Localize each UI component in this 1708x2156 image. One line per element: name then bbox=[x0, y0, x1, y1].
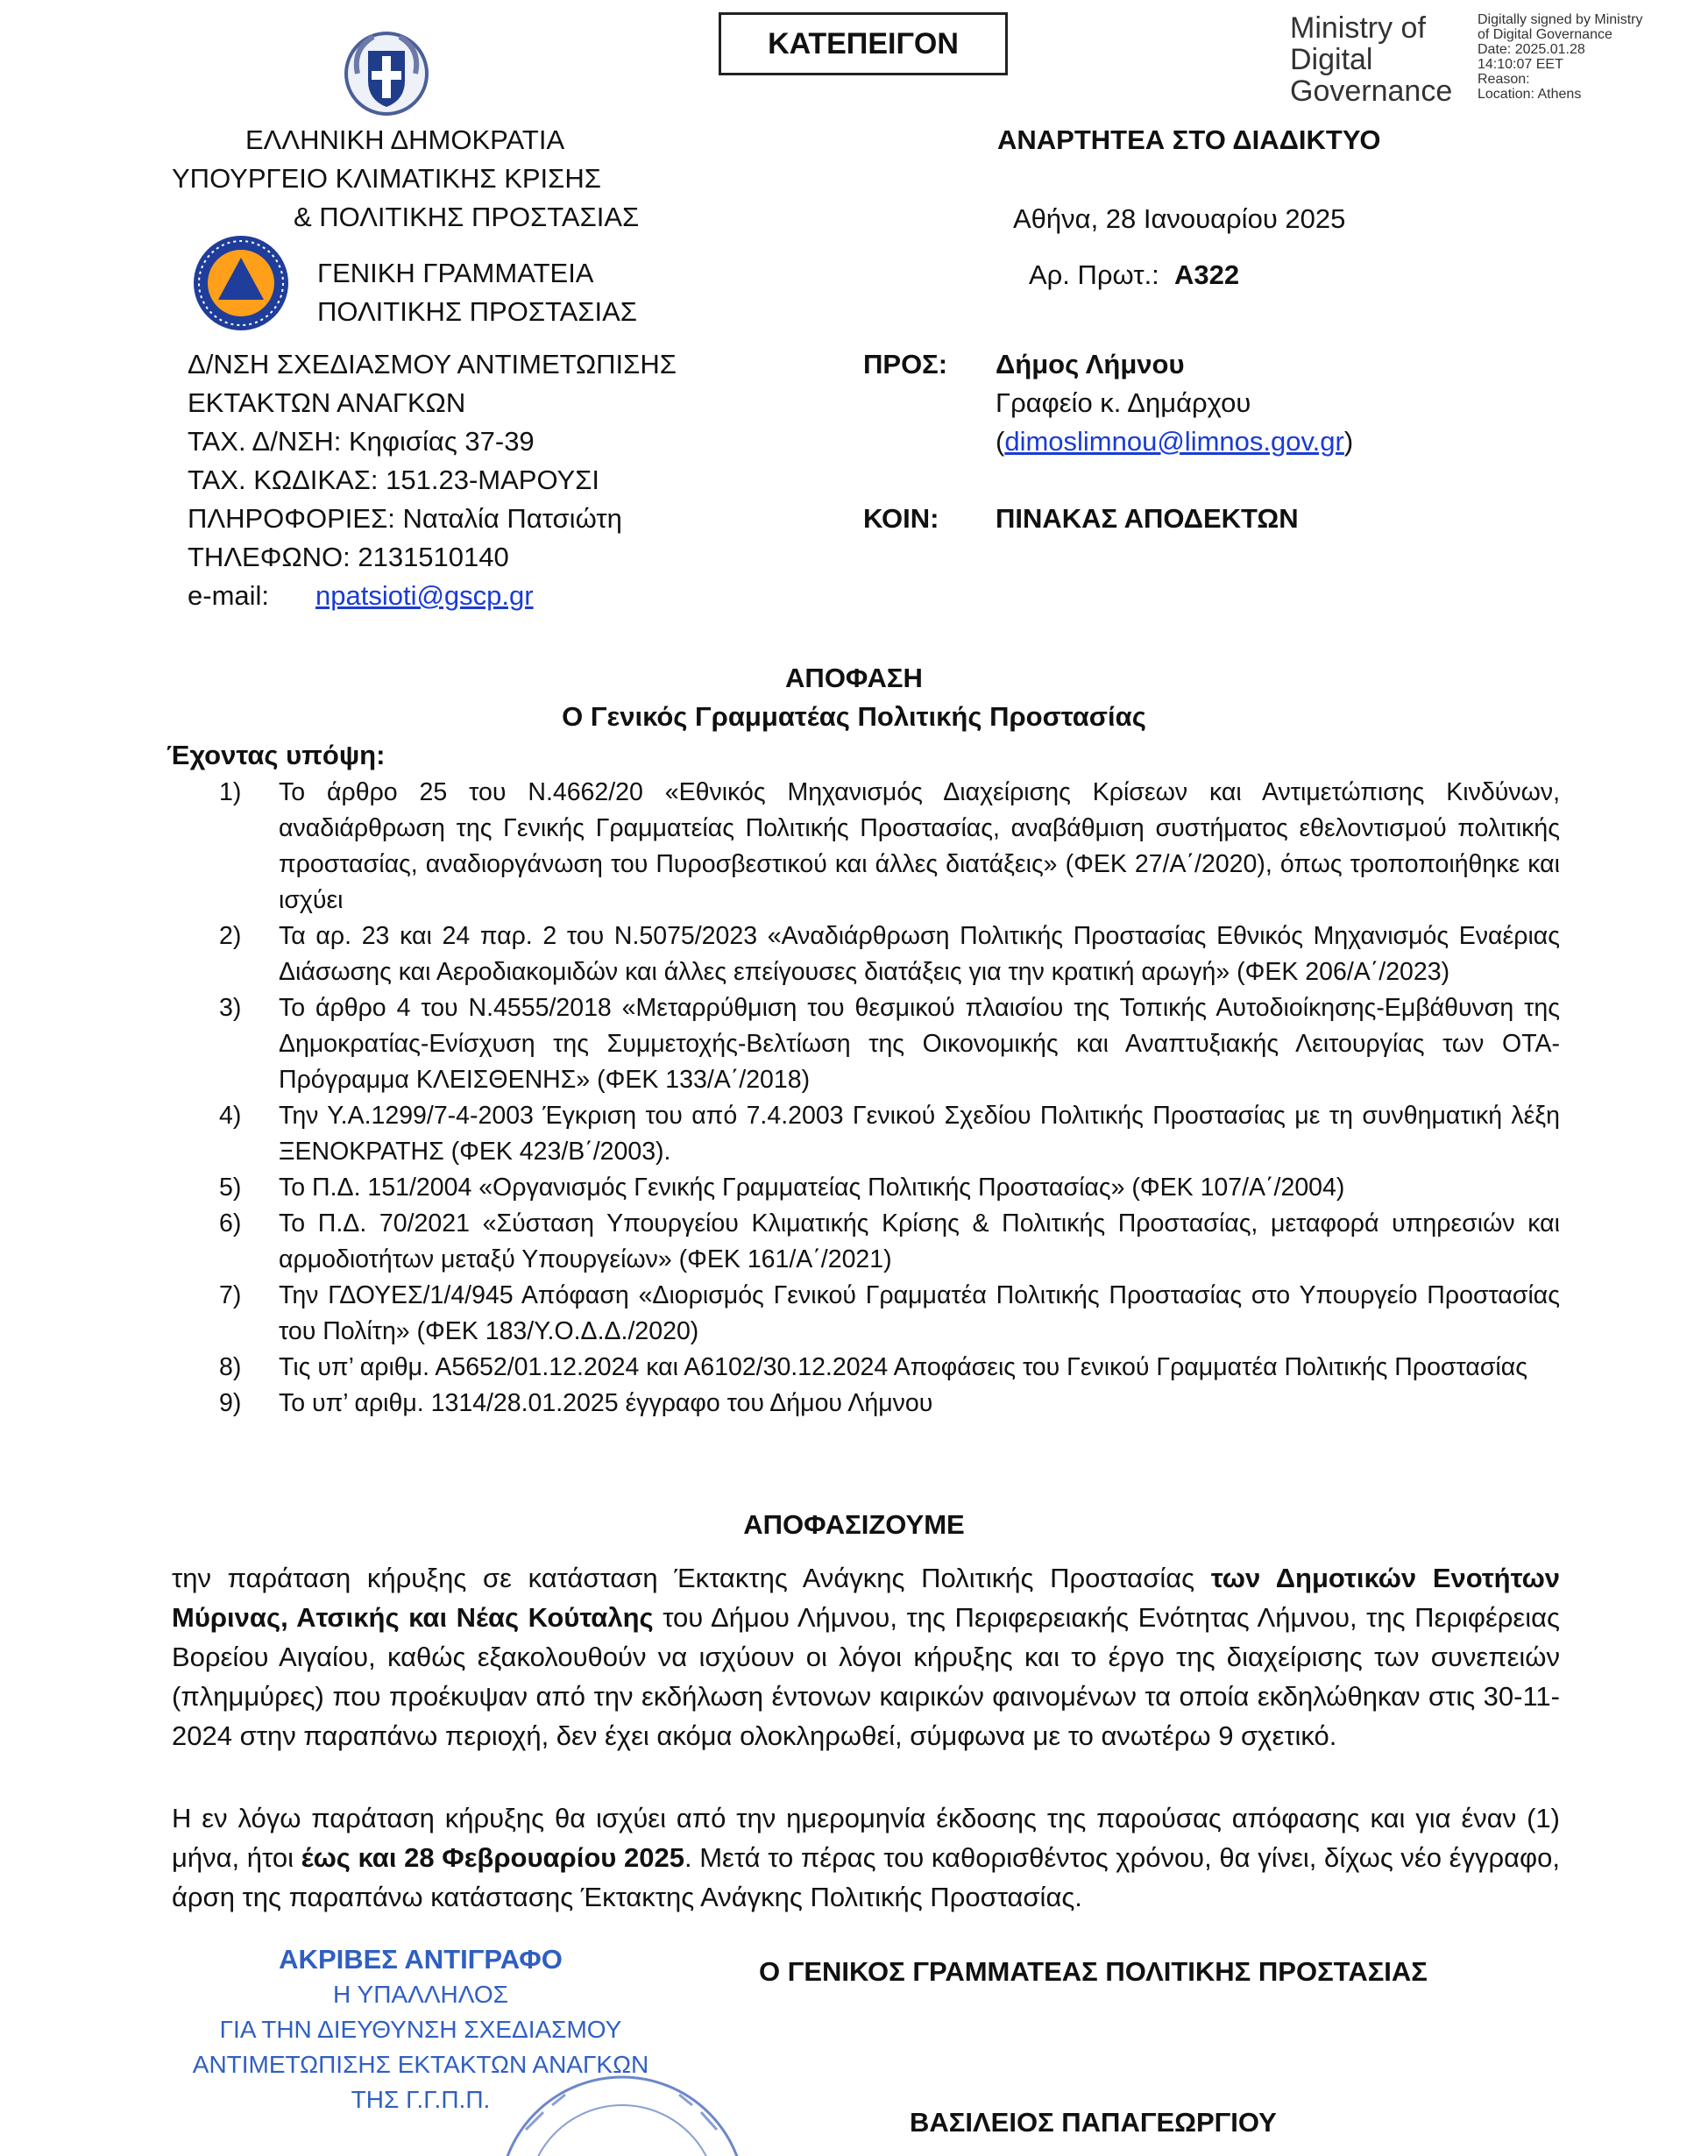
decision-title: ΑΠΟΦΑΣΗ bbox=[785, 663, 923, 693]
sender-postcode: ΤΑΧ. ΚΩΔΙΚΑΣ: 151.23-ΜΑΡΟΥΣΙ bbox=[188, 465, 600, 495]
recipient-office: Γραφείο κ. Δημάρχου bbox=[996, 387, 1251, 418]
sender-email-label: e-mail: bbox=[188, 580, 270, 611]
considering-heading: Έχοντας υπόψη: bbox=[167, 740, 386, 770]
we-decide-heading: ΑΠΟΦΑΣΙΖΟΥΜΕ bbox=[743, 1509, 965, 1540]
urgent-label: ΚΑΤΕΠΕΙΓΟΝ bbox=[719, 12, 1008, 75]
list-item: 9) Το υπ’ αριθμ. 1314/28.01.2025 έγγραφο του Δήμου Λήμνου bbox=[219, 1389, 933, 1417]
sender-phone: ΤΗΛΕΦΩΝΟ: 2131510140 bbox=[188, 542, 509, 572]
cc-label: ΚΟΙΝ: bbox=[863, 503, 939, 534]
protocol-number: Αρ. Πρωτ.: Α322 bbox=[1029, 259, 1240, 290]
list-item: 2) Τα αρ. 23 και 24 παρ. 2 του Ν.5075/2023 «Αναδιάρθρωση Πολιτικής Προστασίας Εθνικός Μηχανισμός Εναέριας Διάσωσης και Αεροδιακομιδών και άλλες επείγουσες διατάξεις για την κρατική αρωγή» (ΦΕΚ 206/Α΄/2023) bbox=[219, 922, 1560, 986]
signature-name: ΒΑΣΙΛΕΙΟΣ ΠΑΠΑΓΕΩΡΓΙΟΥ bbox=[910, 2107, 1277, 2138]
recipient-email-link[interactable]: dimoslimnou@limnos.gov.gr bbox=[1004, 426, 1344, 457]
considerations-list bbox=[219, 775, 1560, 1422]
republic-label: ΕΛΛΗΝΙΚΗ ΔΗΜΟΚΡΑΤΙΑ bbox=[245, 124, 565, 155]
list-item: 8) Τις υπ’ αριθμ. Α5652/01.12.2024 και Α6102/30.12.2024 Αποφάσεις του Γενικού Γραμματέα Πολιτικής Προστασίας bbox=[219, 1353, 1527, 1381]
digital-signature-block: Digitally signed by Ministry of Digital Governance Date: 2025.01.28 14:10:07 EET Reason: Location: Athens bbox=[1478, 12, 1643, 102]
list-item: 3) Το άρθρο 4 του Ν.4555/2018 «Μεταρρύθμιση του θεσμικού πλαισίου της Τοπικής Αυτοδιοίκησης-Εμβάθυνση της Δημοκρατίας-Ενίσχυση της Συμμετοχής-Βελτίωση της Οικονομικής και Αναπτυξιακής Λειτουργίας των ΟΤΑ-Πρόγραμμα ΚΛΕΙΣΘΕΝΗΣ» (ΦΕΚ 133/Α΄/2018) bbox=[219, 994, 1560, 1094]
list-item: 6) Το Π.Δ. 70/2021 «Σύσταση Υπουργείου Κλιματικής Κρίσης & Πολιτικής Προστασίας, μεταφορά υπηρεσιών και αρμοδιοτήτων μεταξύ Υπουργείων» (ΦΕΚ 161/Α΄/2021) bbox=[219, 1209, 1560, 1273]
sender-email-link[interactable]: npatsioti@gscp.gr bbox=[315, 580, 534, 611]
sender-info: ΠΛΗΡΟΦΟΡΙΕΣ: Ναταλία Πατσιώτη bbox=[188, 503, 622, 534]
sender-dept-line2: ΕΚΤΑΚΤΩΝ ΑΝΑΓΚΩΝ bbox=[188, 387, 466, 418]
list-item: 7) Την ΓΔΟΥΕΣ/1/4/945 Απόφαση «Διορισμός Γενικού Γραμματέα Πολιτικής Προστασίας στο Υπουργείο Προστασίας του Πολίτη» (ΦΕΚ 183/Υ.Ο.Δ.Δ./2020) bbox=[219, 1281, 1560, 1345]
sender-dept-line1: Δ/ΝΣΗ ΣΧΕΔΙΑΣΜΟΥ ΑΝΤΙΜΕΤΩΠΙΣΗΣ bbox=[188, 349, 677, 379]
list-item: 4) Την Υ.Α.1299/7-4-2003 Έγκριση του από 7.4.2003 Γενικού Σχεδίου Πολιτικής Προστασίας με τη συνθηματική λέξη ΞΕΝΟΚΡΑΤΗΣ (ΦΕΚ 423/Β΄/2003). bbox=[219, 1102, 1560, 1166]
greek-emblem-icon bbox=[338, 23, 435, 119]
ministry-line1: ΥΠΟΥΡΓΕΙΟ ΚΛΙΜΑΤΙΚΗΣ ΚΡΙΣΗΣ bbox=[172, 163, 601, 194]
ministry-line2: & ΠΟΛΙΤΙΚΗΣ ΠΡΟΣΤΑΣΙΑΣ bbox=[294, 202, 640, 232]
ministry-digital-governance-logo: Ministry of Digital Governance bbox=[1290, 11, 1453, 108]
signature-title: Ο ΓΕΝΙΚΟΣ ΓΡΑΜΜΑΤΕΑΣ ΠΟΛΙΤΙΚΗΣ ΠΡΟΣΤΑΣΙΑΣ bbox=[759, 1956, 1428, 1987]
sender-address: ΤΑΧ. Δ/ΝΣΗ: Κηφισίας 37-39 bbox=[188, 426, 535, 457]
list-item: 1) Το άρθρο 25 του Ν.4662/20 «Εθνικός Μηχανισμός Διαχείρισης Κρίσεων και Αντιμετώπισης Κινδύνων, αναδιάρθρωση της Γενικής Γραμματείας Πολιτικής Προστασίας, αναβάθμιση συστήματος εθελοντισμού πολιτικής προστασίας, αναδιοργάνωση του Πυροσβεστικού και άλλες διατάξεις» (ΦΕΚ 27/Α΄/2020), όπως τροποποιήθηκε και ισχύει bbox=[219, 778, 1560, 914]
recipient-name: Δήμος Λήμνου bbox=[996, 349, 1185, 379]
decision-paragraph-1: την παράταση κήρυξης σε κατάσταση Έκτακτης Ανάγκης Πολιτικής Προστασίας των Δημοτικών Ενοτήτων Μύρινας, Ατσικής και Νέας Κούταλης του Δήμου Λήμνου, της Περιφερειακής Ενότητας Λήμνου, της Περιφέρειας Βορείου Αιγαίου, καθώς εξακολουθούν να ισχύουν οι λόγοι κήρυξης και το έργο της διαχείρισης των συνεπειών (πλημμύρες) που προέκυψαν από την εκδήλωση έντονων καιρικών φαινομένων τα οποία εκδηλώθηκαν στις 30-11-2024 στην παραπάνω περιοχή, δεν έχει ακόμα ολοκληρωθεί, σύμφωνα με το ανωτέρω 9 σχετικό. bbox=[172, 1563, 1560, 1751]
document-date: Αθήνα, 28 Ιανουαρίου 2025 bbox=[1013, 203, 1346, 234]
decision-subtitle: Ο Γενικός Γραμματέας Πολιτικής Προστασίας bbox=[562, 701, 1146, 732]
post-online-label: ΑΝΑΡΤΗΤΕΑ ΣΤΟ ΔΙΑΔΙΚΤΥΟ bbox=[997, 124, 1381, 155]
list-item: 5) Το Π.Δ. 151/2004 «Οργανισμός Γενικής Γραμματείας Πολιτικής Προστασίας» (ΦΕΚ 107/Α΄/2004) bbox=[219, 1174, 1345, 1202]
cc-value: ΠΙΝΑΚΑΣ ΑΠΟΔΕΚΤΩΝ bbox=[996, 503, 1299, 534]
secretariat-line1: ΓΕΝΙΚΗ ΓΡΑΜΜΑΤΕΙΑ bbox=[317, 258, 594, 288]
to-label: ΠΡΟΣ: bbox=[863, 349, 948, 379]
decision-paragraph-2: Η εν λόγω παράταση κήρυξης θα ισχύει από την ημερομηνία έκδοσης της παρούσας απόφασης και για έναν (1) μήνα, ήτοι έως και 28 Φεβρουαρίου 2025. Μετά το πέρας του καθορισθέντος χρόνου, θα γίνει, δίχως νέο έγγραφο, άρση της παραπάνω κατάστασης Έκτακτης Ανάγκης Πολιτικής Προστασίας. bbox=[172, 1803, 1560, 1912]
official-seal-icon bbox=[491, 2060, 754, 2156]
secretariat-line2: ΠΟΛΙΤΙΚΗΣ ΠΡΟΣΤΑΣΙΑΣ bbox=[317, 296, 637, 327]
recipient-email: (dimoslimnou@limnos.gov.gr) bbox=[996, 426, 1354, 457]
civil-protection-logo-icon bbox=[191, 233, 291, 333]
true-copy-stamp: ΑΚΡΙΒΕΣ ΑΝΤΙΓΡΑΦΟ Η ΥΠΑΛΛΗΛΟΣ ΓΙΑ ΤΗΝ ΔΙΕΥΘΥΝΣΗ ΣΧΕΔΙΑΣΜΟΥ ΑΝΤΙΜΕΤΩΠΙΣΗΣ ΕΚΤΑΚΤΩΝ ΑΝΑΓΚΩΝ ΤΗΣ Γ.Γ.Π.Π. bbox=[192, 1944, 649, 2113]
